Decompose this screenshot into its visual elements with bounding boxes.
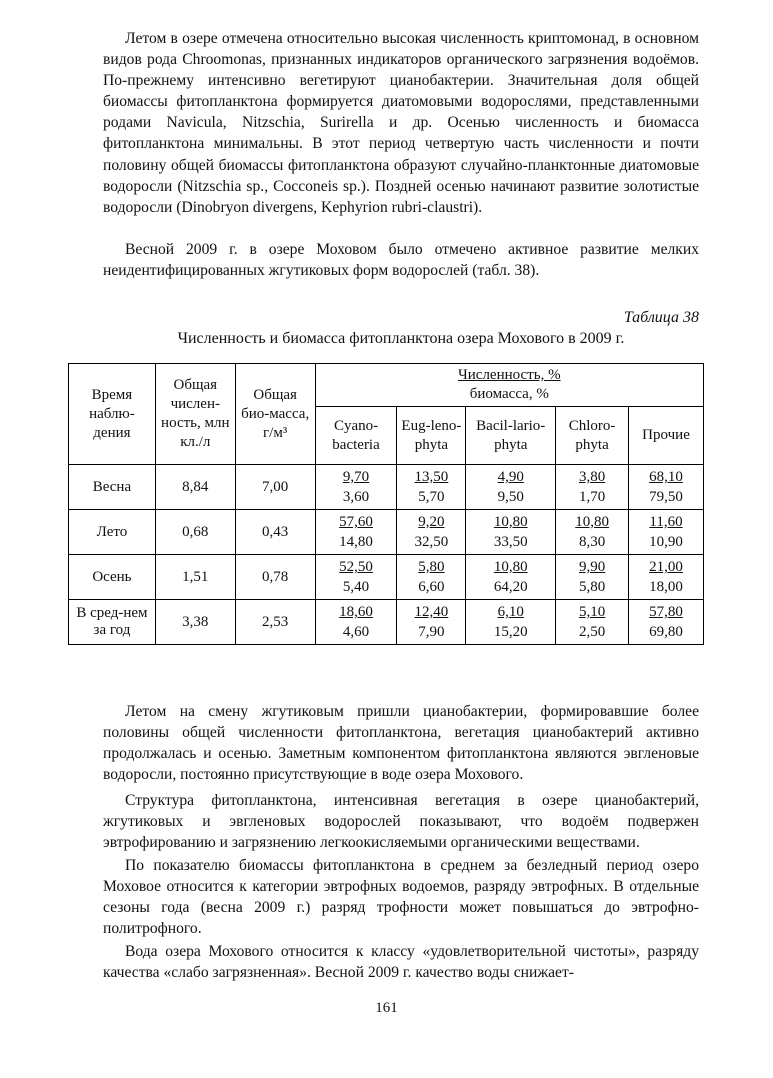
percent-cell xyxy=(397,555,466,600)
percent-biomass: 64,20 xyxy=(493,579,528,595)
percent-biomass: 8,30 xyxy=(578,534,606,550)
percent-cell xyxy=(556,465,629,510)
percent-cell xyxy=(629,465,704,510)
header-group xyxy=(315,364,703,407)
season-cell: Лето xyxy=(69,510,156,555)
percent-biomass: 5,40 xyxy=(342,579,370,595)
percent-biomass: 5,70 xyxy=(418,489,445,505)
paragraph-summer: Летом в озере отмечена относительно высокая численность криптомонад, в основном видов рода Chroomonas, признанных индикаторов органического загрязнения водоёмов. По-прежнему интенсивно вегетируют цианобактерии. Значительная доля общей биомассы фитопланктона формируется диатомовыми водорослями, представленными родами Navicula, Nitzschia, Surirella и др. Осенью численность и биомасса фитопланктона минимальны. В этот период четвертую часть численности и почти половину общей биомассы фитопланктона образуют случайно-планктонные диатомовые водоросли (Nitzschia sp., Cocconeis sp.). Позднeй осенью начинают развитие золотистые водоросли (Dinobryon divergens, Kephyrion rubri-claustri). xyxy=(103,30,699,216)
percent-biomass: 9,50 xyxy=(497,489,524,505)
percent-biomass: 2,50 xyxy=(578,624,606,640)
percent-cell xyxy=(556,600,629,645)
percent-number: 57,60 xyxy=(339,514,373,530)
percent-biomass: 15,20 xyxy=(493,624,528,640)
percent-cell xyxy=(466,600,556,645)
table-row xyxy=(69,600,704,645)
season-cell: Весна xyxy=(69,465,156,510)
percent-biomass: 1,70 xyxy=(578,489,606,505)
paragraph-structure: Структура фитопланктона, интенсивная вегетация в озере цианобактерий, жгутиковых и эвгленовых водорослей показывают, что водоём подвержен эвтрофированию и загрязнению легкоокисляемыми органическими веществами. xyxy=(103,792,699,852)
table-row xyxy=(69,555,704,600)
percent-biomass: 33,50 xyxy=(493,534,528,550)
header-group-number: Численность, % xyxy=(458,367,561,383)
total-biomass-cell: 2,53 xyxy=(235,600,315,645)
percent-number: 10,80 xyxy=(493,559,528,575)
total-biomass-cell: 0,43 xyxy=(235,510,315,555)
header-taxon: Eug-leno-phyta xyxy=(397,407,466,465)
percent-number: 5,10 xyxy=(578,604,606,620)
percent-biomass: 32,50 xyxy=(414,534,449,550)
percent-biomass: 6,60 xyxy=(418,579,445,595)
percent-cell xyxy=(315,510,397,555)
percent-number: 68,10 xyxy=(649,469,683,485)
total-number-cell: 3,38 xyxy=(155,600,235,645)
percent-cell xyxy=(315,465,397,510)
paragraph-cyanobacteria: Летом на смену жгутиковым пришли цианобактерии, формировавшие более половины общей численности фитопланктона, вегетация цианобактерий активно продолжалась и осенью. Заметным компонентом фитопланктона являются эвгленовые водоросли, постоянно присутствующие в воде озера Мохового. xyxy=(103,703,699,784)
percent-biomass: 79,50 xyxy=(649,489,683,505)
table-row xyxy=(69,510,704,555)
percent-cell xyxy=(466,510,556,555)
header-taxon: Cyano-bacteria xyxy=(315,407,397,465)
header-total-biomass: Общая био-масса, г/м³ xyxy=(235,364,315,465)
season-cell: Осень xyxy=(69,555,156,600)
header-time: Время наблю-дения xyxy=(69,364,156,465)
percent-biomass: 18,00 xyxy=(649,579,683,595)
phytoplankton-table xyxy=(68,363,704,645)
total-number-cell: 1,51 xyxy=(155,555,235,600)
percent-biomass: 3,60 xyxy=(342,489,370,505)
percent-number: 21,00 xyxy=(649,559,683,575)
percent-cell xyxy=(315,600,397,645)
header-taxon: Bacil-lario-phyta xyxy=(466,407,556,465)
table-number: Таблица 38 xyxy=(623,309,699,326)
percent-cell xyxy=(397,600,466,645)
total-biomass-cell: 0,78 xyxy=(235,555,315,600)
percent-biomass: 5,80 xyxy=(578,579,606,595)
paragraph-quality: Вода озера Мохового относится к классу «удовлетворительной чистоты», разряду качества «слабо загрязненная». Весной 2009 г. качество воды снижает- xyxy=(103,943,699,982)
percent-biomass: 4,60 xyxy=(342,624,370,640)
percent-number: 9,90 xyxy=(578,559,606,575)
percent-cell xyxy=(466,465,556,510)
percent-number: 6,10 xyxy=(497,604,524,620)
header-group-biomass: биомасса, % xyxy=(469,386,549,402)
percent-cell xyxy=(556,510,629,555)
percent-cell xyxy=(466,555,556,600)
percent-number: 13,50 xyxy=(414,469,449,485)
percent-cell xyxy=(397,510,466,555)
percent-biomass: 69,80 xyxy=(649,624,683,640)
percent-number: 3,80 xyxy=(578,469,606,485)
percent-number: 18,60 xyxy=(339,604,373,620)
percent-number: 10,80 xyxy=(575,514,609,530)
percent-cell xyxy=(315,555,397,600)
percent-number: 52,50 xyxy=(339,559,373,575)
header-taxon: Chloro-phyta xyxy=(556,407,629,465)
total-number-cell: 8,84 xyxy=(155,465,235,510)
season-cell: В сред-нем за год xyxy=(69,600,156,645)
percent-number: 57,80 xyxy=(649,604,683,620)
header-total-number: Общая числен-ность, млн кл./л xyxy=(155,364,235,465)
paragraph-spring: Весной 2009 г. в озере Моховом было отмечено активное развитие мелких неидентифицированных жгутиковых форм водорослей (табл. 38). xyxy=(103,241,699,280)
percent-biomass: 10,90 xyxy=(649,534,683,550)
table-row xyxy=(69,465,704,510)
total-biomass-cell: 7,00 xyxy=(235,465,315,510)
percent-number: 4,90 xyxy=(497,469,524,485)
page-number: 161 xyxy=(375,1000,398,1016)
percent-cell xyxy=(629,600,704,645)
percent-number: 11,60 xyxy=(649,514,683,530)
percent-cell xyxy=(629,555,704,600)
percent-number: 10,80 xyxy=(493,514,528,530)
percent-number: 12,40 xyxy=(414,604,449,620)
percent-cell xyxy=(397,465,466,510)
percent-biomass: 14,80 xyxy=(339,534,373,550)
header-taxon: Прочие xyxy=(629,407,704,465)
percent-cell xyxy=(556,555,629,600)
paragraph-trophy: По показателю биомассы фитопланктона в среднем за безледный период озеро Моховое относится к категории эвтрофных водоемов, разряду эвтрофных. В отдельные сезоны года (весна 2009 г.) разряд трофности может повышаться до эвтрофно-политрофного. xyxy=(103,857,699,938)
percent-number: 9,20 xyxy=(418,514,445,530)
total-number-cell: 0,68 xyxy=(155,510,235,555)
percent-cell xyxy=(629,510,704,555)
table-title: Численность и биомасса фитопланктона озера Мохового в 2009 г. xyxy=(177,330,625,347)
percent-number: 9,70 xyxy=(342,469,370,485)
percent-biomass: 7,90 xyxy=(418,624,445,640)
percent-number: 5,80 xyxy=(418,559,445,575)
